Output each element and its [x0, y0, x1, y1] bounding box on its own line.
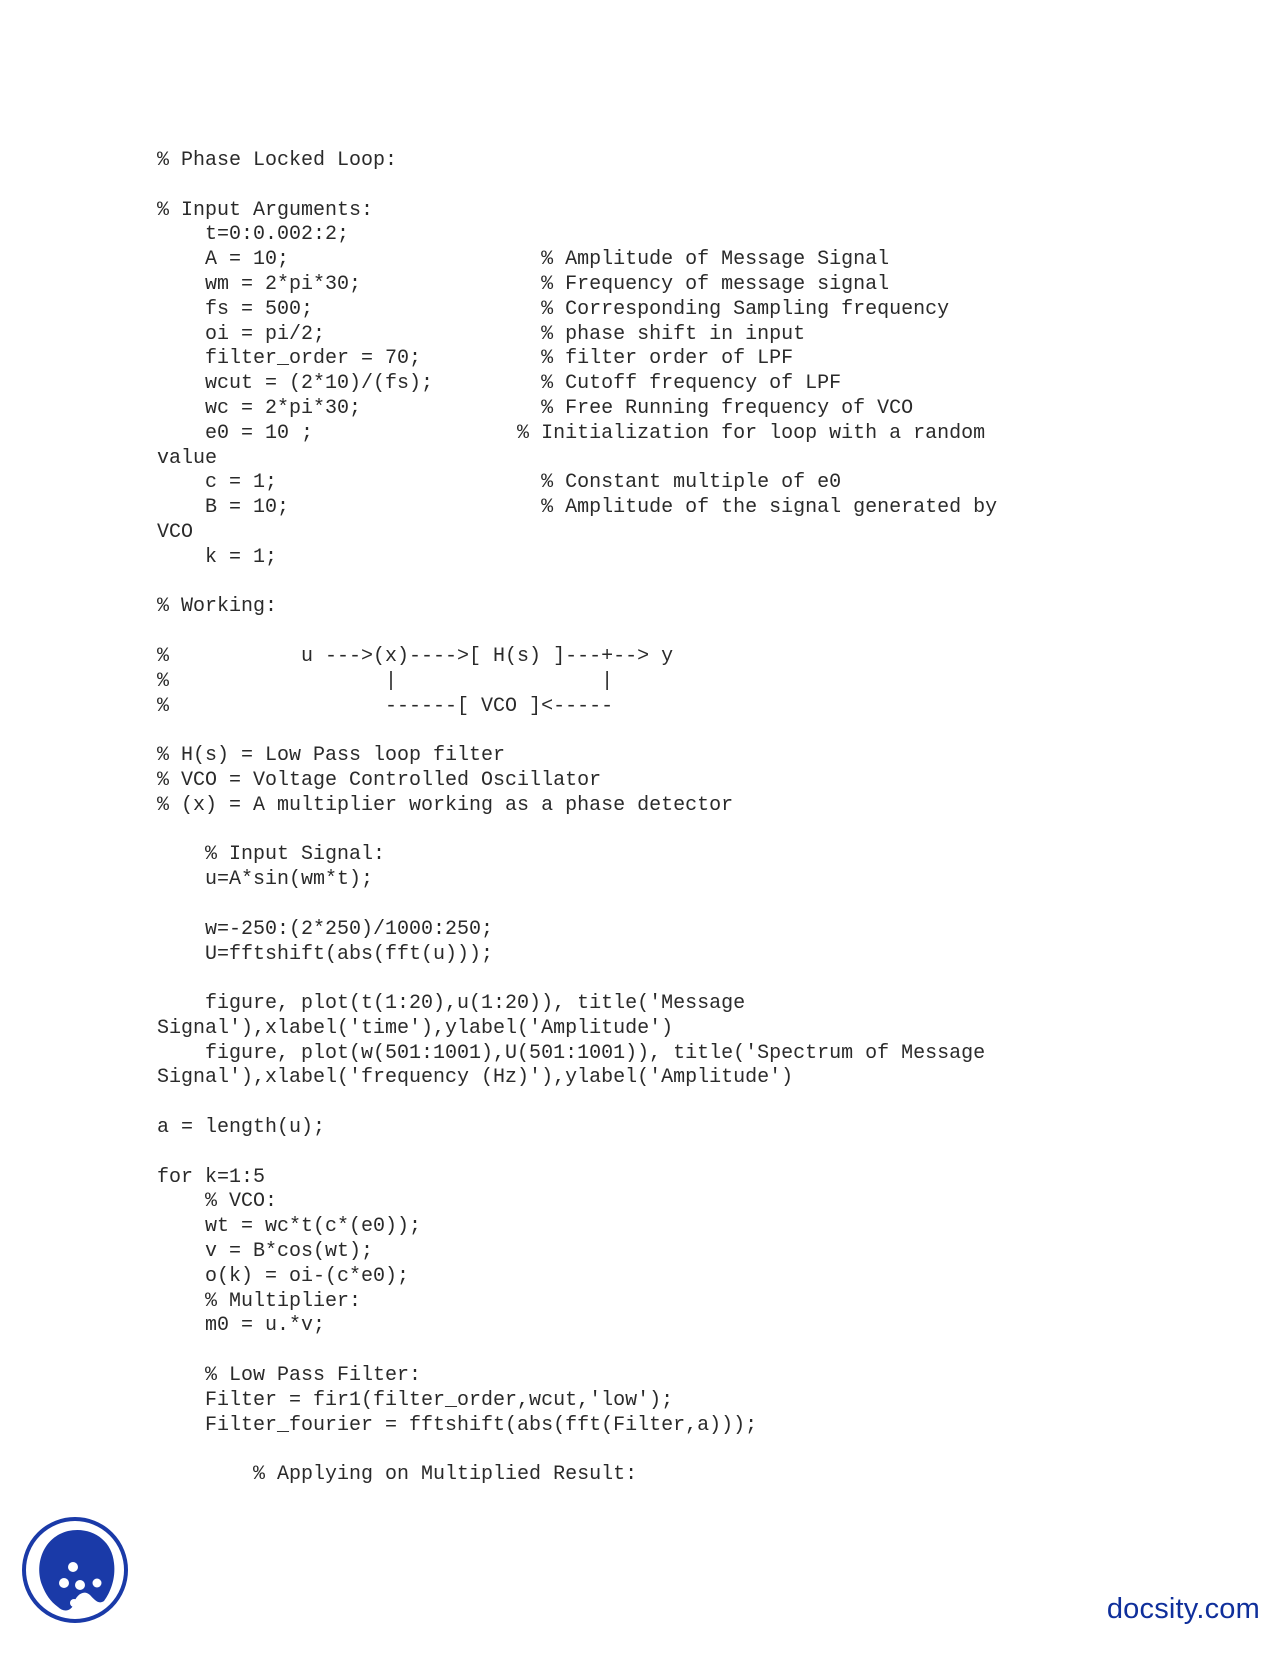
code-line: u=A*sin(wm*t); — [157, 868, 374, 892]
code-line: a = length(u); — [157, 1116, 326, 1140]
code-line: % (x) = A multiplier working as a phase detector — [157, 793, 734, 817]
code-line: % u --->(x)---->[ H(s) ]---+--> y — [157, 644, 674, 668]
code-line — [157, 1339, 997, 1364]
code-line: Filter_fourier = fftshift(abs(fft(Filter,a))); — [157, 1413, 758, 1437]
code-line — [157, 174, 997, 199]
code-line: B = 10; % Amplitude of the signal generated by — [157, 496, 998, 520]
code-line: % H(s) = Low Pass loop filter — [157, 744, 506, 768]
code-line: figure, plot(w(501:1001),U(501:1001)), title('Spectrum of Message — [157, 1041, 986, 1065]
code-line: fs = 500; % Corresponding Sampling frequency — [157, 297, 950, 321]
code-line: m0 = u.*v; — [157, 1314, 326, 1338]
code-line: e0 = 10 ; % Initialization for loop with a random — [157, 421, 986, 445]
code-line — [157, 1141, 997, 1166]
code-line — [157, 893, 997, 918]
code-line: figure, plot(t(1:20),u(1:20)), title('Message — [157, 992, 746, 1016]
code-line: % Input Signal: — [157, 843, 386, 867]
code-line: wcut = (2*10)/(fs); % Cutoff frequency of LPF — [157, 372, 842, 396]
code-line — [157, 571, 997, 596]
code-line: wc = 2*pi*30; % Free Running frequency of VCO — [157, 396, 914, 420]
code-line: oi = pi/2; % phase shift in input — [157, 322, 806, 346]
code-line: % Phase Locked Loop: — [157, 149, 398, 172]
code-line: for k=1:5 — [157, 1165, 266, 1189]
code-line: wt = wc*t(c*(e0)); — [157, 1215, 422, 1239]
code-line: % Applying on Multiplied Result: — [157, 1463, 638, 1487]
code-line: % Input Arguments: — [157, 198, 374, 222]
code-line: wm = 2*pi*30; % Frequency of message signal — [157, 272, 890, 296]
code-line: Filter = fir1(filter_order,wcut,'low'); — [157, 1388, 674, 1412]
code-line: % Working: — [157, 595, 278, 619]
code-line: % Multiplier: — [157, 1289, 362, 1313]
code-line: % VCO = Voltage Controlled Oscillator — [157, 768, 602, 792]
code-line: c = 1; % Constant multiple of e0 — [157, 471, 842, 495]
code-line — [157, 1438, 997, 1463]
code-line — [157, 967, 997, 992]
code-line: A = 10; % Amplitude of Message Signal — [157, 248, 890, 272]
code-line: filter_order = 70; % filter order of LPF — [157, 347, 794, 371]
code-line: Signal'),xlabel('frequency (Hz)'),ylabel('Amplitude') — [157, 1066, 794, 1090]
code-line: w=-250:(2*250)/1000:250; — [157, 917, 494, 941]
code-line: o(k) = oi-(c*e0); — [157, 1264, 410, 1288]
code-line: % VCO: — [157, 1190, 278, 1214]
code-line — [157, 1091, 997, 1116]
code-line — [157, 719, 997, 744]
code-line: value — [157, 446, 218, 470]
code-line: v = B*cos(wt); — [157, 1240, 374, 1264]
code-line: t=0:0.002:2; — [157, 223, 350, 247]
code-line — [157, 819, 997, 844]
code-line: Signal'),xlabel('time'),ylabel('Amplitude') — [157, 1016, 674, 1040]
code-line: U=fftshift(abs(fft(u))); — [157, 942, 494, 966]
code-line: % Low Pass Filter: — [157, 1364, 422, 1388]
matlab-code-listing — [157, 149, 997, 1488]
code-line — [157, 620, 997, 645]
code-line: % | | — [157, 669, 614, 693]
code-line: VCO — [157, 520, 194, 544]
docsity-brand-text[interactable]: docsity.com — [1106, 1593, 1260, 1625]
code-line: k = 1; — [157, 545, 278, 569]
docsity-logo-icon — [20, 1515, 130, 1625]
code-line: % ------[ VCO ]<----- — [157, 694, 614, 718]
